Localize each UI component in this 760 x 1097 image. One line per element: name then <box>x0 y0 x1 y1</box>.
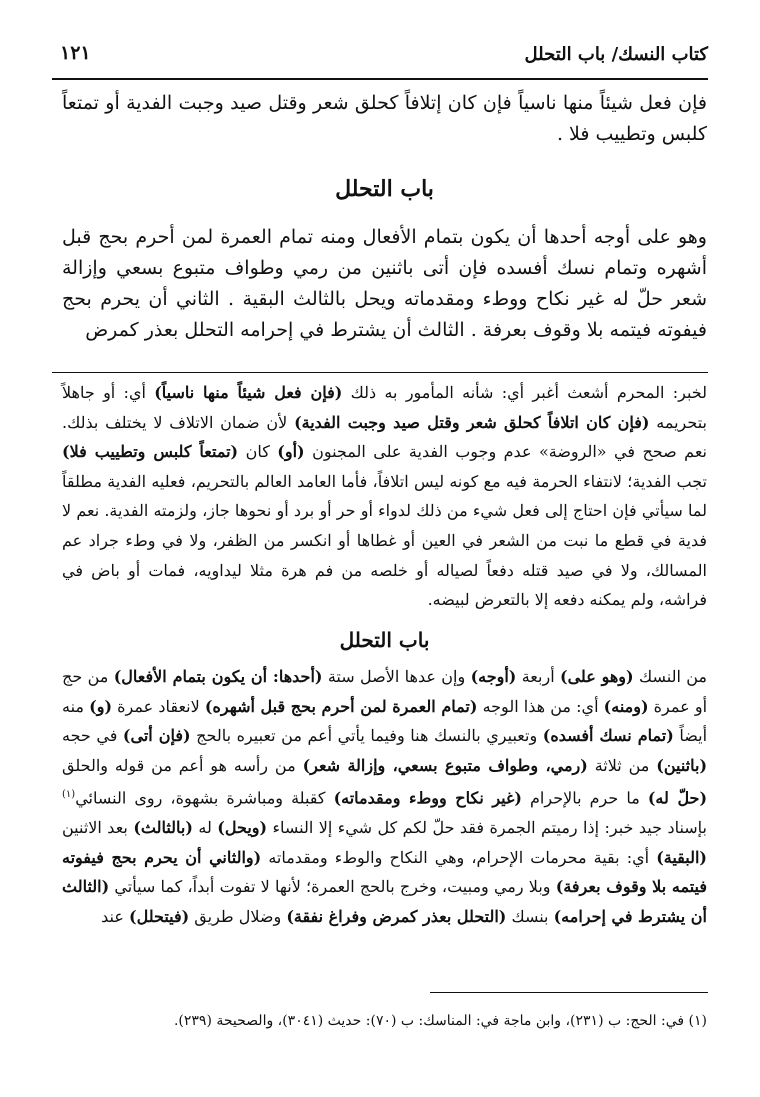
matn-quote: (البقية) <box>656 847 707 867</box>
sharh-text: منه أيضاً <box>62 696 708 746</box>
matn-quote: (الثالث أن يشترط في إحرامه) <box>62 877 707 927</box>
footnote-marker[interactable]: (١) <box>62 789 76 801</box>
sharh-text: أربعة <box>516 667 560 686</box>
matn-quote: (فإن كان اتلافاً كحلق شعر وقتل صيد وجبت الفدية) <box>294 412 650 432</box>
matn-quote: (غير نكاح ووطء ومقدماته) <box>333 788 522 808</box>
running-title: كتاب النسك/ باب التحلل <box>524 44 708 65</box>
sharh-text: أي: أو جاهلاً بتحريمه <box>62 383 707 432</box>
sharh-text: كقبلة ومباشرة بشهوة، روى النسائي <box>75 788 334 808</box>
sharh-body-text <box>62 662 707 932</box>
matn-quote: (باثنين) <box>656 755 708 775</box>
sharh-text: وبلا رمي ومبيت، وخرج بالحج العمرة؛ لأنها لا تفوت أبداً، كما سيأتي <box>109 877 556 897</box>
matn-quote: (فإن أتى) <box>122 726 191 746</box>
sharh-chapter-heading: باب التحلل <box>339 628 430 652</box>
matn-quote: (التحلل بعذر كمرض وفراغ نفقة) <box>286 907 507 927</box>
sharh-text: من النسك <box>633 667 707 686</box>
sharh-text: له <box>192 818 218 838</box>
matn-quote: (فإن فعل شيئاً منها ناسياً) <box>154 383 343 402</box>
matn-sharh-divider <box>52 372 708 373</box>
matn-quote: (بالثالث) <box>133 818 193 838</box>
matn-quote: (والثاني أن يحرم بحج فيفوته فيتمه بلا وقوف بعرفة) <box>62 847 707 897</box>
sharh-text: وتعبيري بالنسك هنا وفيما يأتي أعم من تعبيره بالحج <box>190 726 543 746</box>
footnote: (١) في: الحج: ب (٢٣١)، وابن ماجة في: المناسك: ب (٧٠): حديث (٣٠٤١)، والصحيحة (٢٣٩). <box>173 1013 707 1029</box>
matn-quote: (تمام نسك أفسده) <box>542 726 674 746</box>
matn-quote: (تمام العمرة لمن أحرم بحج قبل أشهره) <box>204 696 478 716</box>
sharh-text: بعد الاثنين <box>62 818 134 838</box>
page-header <box>52 38 708 78</box>
matn-quote: (وهو على) <box>560 667 634 686</box>
sharh-text: من حج أو عمرة <box>62 667 708 716</box>
matn-quote: (حلّ له) <box>647 788 708 808</box>
sharh-text: من ثلاثة <box>587 755 657 775</box>
matn-quote: (و) <box>89 696 113 716</box>
sharh-text: عند <box>101 907 130 927</box>
matn-body-text: وهو على أوجه أحدها أن يكون بتمام الأفعال ومنه تمام العمرة لمن أحرم بحج قبل أشهره وتمام نسك أفسده فإن أتى باثنين من رمي وطواف متبوع بسعي وإزالة شعر حلّ له غير نكاح ووطء ومقدماته ويحل بالثالث البقية . الثاني أن يحرم بحج فيفوته فيتمه بلا وقوف بعرفة . الثالث أن يشترط في إحرامه التحلل بعذر كمرض <box>62 226 707 341</box>
matn-top-text: فإن فعل شيئاً منها ناسياً فإن كان إتلافاً كحلق شعر وقتل صيد وجبت الفدية أو تمتعاً كلبس وتطييب فلا . <box>62 92 707 145</box>
matn-quote: (أحدها: أن يكون بتمام الأفعال) <box>113 667 323 686</box>
sharh-text: في حجه <box>62 726 123 746</box>
header-rule <box>52 78 708 80</box>
sharh-text: بنسك <box>506 907 554 927</box>
sharh-text: كان <box>238 442 278 462</box>
matn-quote: (ومنه) <box>603 696 649 716</box>
sharh-text: لخبر: المحرم أشعث أغبر أي: شأنه المأمور به ذلك <box>342 383 708 402</box>
chapter-heading: باب التحلل <box>335 176 434 202</box>
matn-quote: (أوجه) <box>470 667 517 686</box>
matn-quote: (أو) <box>277 442 305 462</box>
sharh-text: بإسناد جيد خبر: إذا رميتم الجمرة فقد حلّ لكم كل شيء إلا النساء <box>267 818 708 838</box>
matn-quote: (رمي، وطواف متبوع بسعي، وإزالة شعر) <box>302 755 588 775</box>
sharh-text: لأن ضمان الاتلاف لا يختلف بذلك. نعم صحح في «الروضة» عدم وجوب الفدية على المجنون <box>62 412 708 462</box>
sharh-text: أي: بقية محرمات الإحرام، وهي النكاح والوطء ومقدماته <box>261 847 657 867</box>
matn-quote: (تمتعاً كلبس وتطييب فلا) <box>62 442 239 462</box>
sharh-text: تجب الفدية؛ لانتفاء الحرمة فيه مع كونه ليس اتلافاً، فأما العامد العالم بالتحريم، فعليه الفدية مطلقاً لما سيأتي فإن احتاج إلى فعل شيء من ذلك لدواء أو حر أو برد أو نحوها جاز، ولزمته الفدية. نعم لا فدية في قطع ما نبت من الشعر في العين أو غطاها أو انكسر من الظفر، ولا في وطء جراد عم المسالك، ولا في صيد قتله دفعاً لصياله أو خلصه من فم هرة مثلا ليداويه، فمات أو باض في فراشه، ولم يمكنه دفعه إلا بالتعرض لبيضه. <box>62 471 707 610</box>
sharh-text: من رأسه هو أعم من قوله والحلق <box>62 755 303 775</box>
sharh-text: لانعقاد عمرة <box>112 696 205 716</box>
page-number: ١٢١ <box>60 42 91 64</box>
matn-quote: (فيتحلل) <box>129 907 190 927</box>
sharh-text: ما حرم بالإحرام <box>521 788 648 808</box>
sharh-text: وضلال طريق <box>189 907 287 927</box>
matn-quote: (ويحل) <box>217 818 268 838</box>
footnote-rule <box>430 992 708 993</box>
sharh-text: وإن عدها الأصل ستة <box>322 667 471 686</box>
sharh-top-text <box>62 378 707 615</box>
sharh-text: أي: من هذا الوجه <box>477 696 604 716</box>
